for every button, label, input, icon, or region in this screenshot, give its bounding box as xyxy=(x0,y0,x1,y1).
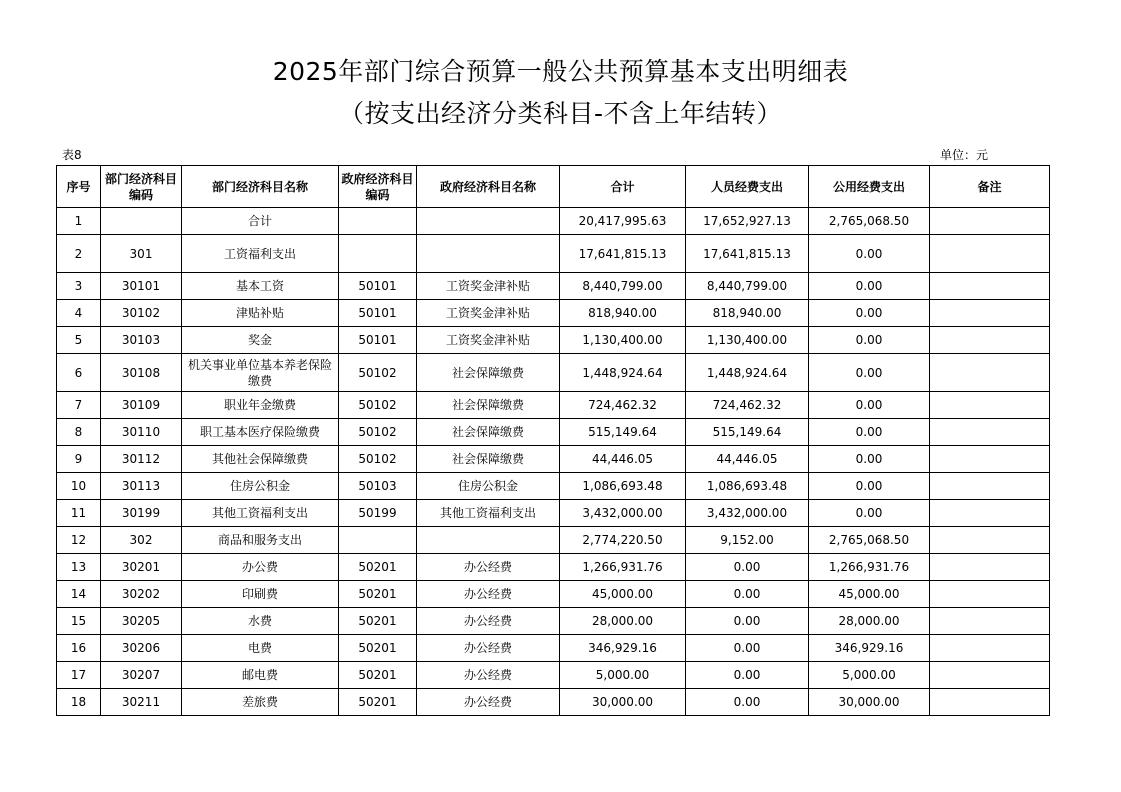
cell-personnel: 515,149.64 xyxy=(686,419,809,446)
cell-gov-code: 50102 xyxy=(339,419,417,446)
cell-personnel: 3,432,000.00 xyxy=(686,500,809,527)
cell-dept-code: 30206 xyxy=(101,635,182,662)
cell-dept-name: 差旅费 xyxy=(182,689,339,716)
cell-dept-code: 30199 xyxy=(101,500,182,527)
cell-total: 3,432,000.00 xyxy=(560,500,686,527)
cell-gov-name: 办公经费 xyxy=(417,662,560,689)
cell-gov-name: 办公经费 xyxy=(417,608,560,635)
cell-dept-code: 30102 xyxy=(101,300,182,327)
table-number: 表8 xyxy=(62,148,82,162)
cell-personnel: 818,940.00 xyxy=(686,300,809,327)
cell-personnel: 0.00 xyxy=(686,581,809,608)
cell-seq: 4 xyxy=(57,300,101,327)
cell-dept-name: 电费 xyxy=(182,635,339,662)
cell-personnel: 1,130,400.00 xyxy=(686,327,809,354)
cell-dept-code: 30201 xyxy=(101,554,182,581)
cell-personnel: 0.00 xyxy=(686,608,809,635)
cell-note xyxy=(930,554,1050,581)
cell-note xyxy=(930,608,1050,635)
cell-dept-code: 30108 xyxy=(101,354,182,392)
cell-public: 2,765,068.50 xyxy=(809,208,930,235)
cell-dept-name: 职工基本医疗保险缴费 xyxy=(182,419,339,446)
cell-total: 2,774,220.50 xyxy=(560,527,686,554)
cell-dept-name: 基本工资 xyxy=(182,273,339,300)
cell-personnel: 17,641,815.13 xyxy=(686,235,809,273)
table-row xyxy=(57,527,1050,554)
cell-note xyxy=(930,392,1050,419)
page-subtitle: （按支出经济分类科目-不含上年结转） xyxy=(338,99,783,128)
cell-total: 1,266,931.76 xyxy=(560,554,686,581)
cell-note xyxy=(930,527,1050,554)
cell-note xyxy=(930,208,1050,235)
cell-gov-code: 50101 xyxy=(339,327,417,354)
cell-gov-code xyxy=(339,208,417,235)
cell-gov-code: 50102 xyxy=(339,446,417,473)
cell-total: 8,440,799.00 xyxy=(560,273,686,300)
header-public: 公用经费支出 xyxy=(809,166,930,208)
header-total: 合计 xyxy=(560,166,686,208)
cell-gov-code: 50201 xyxy=(339,635,417,662)
table-row xyxy=(57,235,1050,273)
table-row xyxy=(57,554,1050,581)
cell-gov-code xyxy=(339,527,417,554)
cell-dept-name: 机关事业单位基本养老保险缴费 xyxy=(182,354,339,392)
cell-gov-name: 社会保障缴费 xyxy=(417,354,560,392)
cell-gov-name: 办公经费 xyxy=(417,554,560,581)
cell-total: 1,448,924.64 xyxy=(560,354,686,392)
cell-gov-name: 社会保障缴费 xyxy=(417,446,560,473)
table-row xyxy=(57,446,1050,473)
cell-gov-code: 50101 xyxy=(339,300,417,327)
cell-note xyxy=(930,500,1050,527)
cell-seq: 5 xyxy=(57,327,101,354)
cell-gov-code: 50103 xyxy=(339,473,417,500)
cell-dept-name: 邮电费 xyxy=(182,662,339,689)
cell-seq: 12 xyxy=(57,527,101,554)
cell-note xyxy=(930,300,1050,327)
cell-dept-code: 302 xyxy=(101,527,182,554)
cell-public: 30,000.00 xyxy=(809,689,930,716)
table-header-row xyxy=(57,166,1050,208)
cell-total: 515,149.64 xyxy=(560,419,686,446)
header-dept-name: 部门经济科目名称 xyxy=(182,166,339,208)
cell-gov-name xyxy=(417,527,560,554)
cell-dept-code xyxy=(101,208,182,235)
cell-dept-code: 30202 xyxy=(101,581,182,608)
cell-public: 45,000.00 xyxy=(809,581,930,608)
header-personnel: 人员经费支出 xyxy=(686,166,809,208)
cell-dept-code: 30101 xyxy=(101,273,182,300)
header-gov-code: 政府经济科目编码 xyxy=(339,166,417,208)
table-row xyxy=(57,581,1050,608)
header-note: 备注 xyxy=(930,166,1050,208)
cell-public: 5,000.00 xyxy=(809,662,930,689)
cell-personnel: 17,652,927.13 xyxy=(686,208,809,235)
cell-dept-code: 30211 xyxy=(101,689,182,716)
cell-dept-name: 其他工资福利支出 xyxy=(182,500,339,527)
cell-seq: 11 xyxy=(57,500,101,527)
cell-seq: 16 xyxy=(57,635,101,662)
cell-note xyxy=(930,419,1050,446)
cell-seq: 1 xyxy=(57,208,101,235)
cell-dept-code: 30109 xyxy=(101,392,182,419)
cell-gov-name: 社会保障缴费 xyxy=(417,392,560,419)
cell-gov-name: 办公经费 xyxy=(417,581,560,608)
cell-seq: 7 xyxy=(57,392,101,419)
cell-gov-code: 50201 xyxy=(339,608,417,635)
cell-public: 28,000.00 xyxy=(809,608,930,635)
cell-personnel: 1,086,693.48 xyxy=(686,473,809,500)
cell-dept-name: 印刷费 xyxy=(182,581,339,608)
cell-public: 0.00 xyxy=(809,446,930,473)
cell-note xyxy=(930,235,1050,273)
cell-gov-code: 50101 xyxy=(339,273,417,300)
cell-gov-name: 办公经费 xyxy=(417,635,560,662)
cell-personnel: 0.00 xyxy=(686,635,809,662)
cell-dept-name: 奖金 xyxy=(182,327,339,354)
cell-dept-code: 30207 xyxy=(101,662,182,689)
cell-gov-name: 社会保障缴费 xyxy=(417,419,560,446)
cell-public: 0.00 xyxy=(809,392,930,419)
cell-dept-code: 301 xyxy=(101,235,182,273)
cell-public: 0.00 xyxy=(809,419,930,446)
table-row xyxy=(57,354,1050,392)
table-row xyxy=(57,392,1050,419)
cell-gov-code: 50102 xyxy=(339,354,417,392)
cell-seq: 9 xyxy=(57,446,101,473)
cell-public: 0.00 xyxy=(809,473,930,500)
table-row xyxy=(57,689,1050,716)
cell-personnel: 9,152.00 xyxy=(686,527,809,554)
cell-total: 818,940.00 xyxy=(560,300,686,327)
cell-total: 724,462.32 xyxy=(560,392,686,419)
cell-note xyxy=(930,635,1050,662)
cell-public: 0.00 xyxy=(809,354,930,392)
cell-gov-name xyxy=(417,208,560,235)
cell-public: 0.00 xyxy=(809,500,930,527)
cell-gov-name: 办公经费 xyxy=(417,689,560,716)
cell-gov-code: 50201 xyxy=(339,581,417,608)
cell-public: 0.00 xyxy=(809,327,930,354)
cell-dept-name: 工资福利支出 xyxy=(182,235,339,273)
cell-personnel: 0.00 xyxy=(686,554,809,581)
cell-personnel: 724,462.32 xyxy=(686,392,809,419)
cell-total: 28,000.00 xyxy=(560,608,686,635)
table-row xyxy=(57,635,1050,662)
table-row xyxy=(57,500,1050,527)
cell-seq: 2 xyxy=(57,235,101,273)
cell-total: 17,641,815.13 xyxy=(560,235,686,273)
cell-seq: 13 xyxy=(57,554,101,581)
cell-seq: 8 xyxy=(57,419,101,446)
cell-seq: 15 xyxy=(57,608,101,635)
cell-gov-name: 工资奖金津补贴 xyxy=(417,273,560,300)
header-seq: 序号 xyxy=(57,166,101,208)
cell-total: 5,000.00 xyxy=(560,662,686,689)
cell-gov-code: 50199 xyxy=(339,500,417,527)
cell-personnel: 1,448,924.64 xyxy=(686,354,809,392)
cell-personnel: 8,440,799.00 xyxy=(686,273,809,300)
page-title: 2025年部门综合预算一般公共预算基本支出明细表 xyxy=(272,57,849,86)
unit-label: 单位：元 xyxy=(940,148,989,162)
cell-gov-name: 其他工资福利支出 xyxy=(417,500,560,527)
table-body xyxy=(57,208,1050,716)
table-row xyxy=(57,327,1050,354)
table-row xyxy=(57,208,1050,235)
cell-gov-name: 住房公积金 xyxy=(417,473,560,500)
cell-seq: 10 xyxy=(57,473,101,500)
table-row xyxy=(57,608,1050,635)
cell-public: 346,929.16 xyxy=(809,635,930,662)
cell-total: 20,417,995.63 xyxy=(560,208,686,235)
cell-dept-name: 住房公积金 xyxy=(182,473,339,500)
cell-note xyxy=(930,273,1050,300)
cell-dept-name: 合计 xyxy=(182,208,339,235)
header-gov-name: 政府经济科目名称 xyxy=(417,166,560,208)
cell-gov-name: 工资奖金津补贴 xyxy=(417,327,560,354)
cell-note xyxy=(930,446,1050,473)
cell-total: 1,086,693.48 xyxy=(560,473,686,500)
cell-gov-code: 50201 xyxy=(339,689,417,716)
cell-public: 0.00 xyxy=(809,300,930,327)
cell-note xyxy=(930,473,1050,500)
cell-note xyxy=(930,354,1050,392)
cell-dept-name: 水费 xyxy=(182,608,339,635)
cell-dept-name: 办公费 xyxy=(182,554,339,581)
cell-dept-name: 其他社会保障缴费 xyxy=(182,446,339,473)
cell-dept-name: 津贴补贴 xyxy=(182,300,339,327)
cell-public: 0.00 xyxy=(809,235,930,273)
header-dept-code: 部门经济科目编码 xyxy=(101,166,182,208)
cell-note xyxy=(930,327,1050,354)
cell-gov-code: 50201 xyxy=(339,554,417,581)
cell-gov-code xyxy=(339,235,417,273)
cell-total: 1,130,400.00 xyxy=(560,327,686,354)
cell-total: 30,000.00 xyxy=(560,689,686,716)
cell-seq: 17 xyxy=(57,662,101,689)
cell-note xyxy=(930,581,1050,608)
cell-note xyxy=(930,662,1050,689)
cell-dept-code: 30113 xyxy=(101,473,182,500)
table-row xyxy=(57,273,1050,300)
cell-total: 45,000.00 xyxy=(560,581,686,608)
cell-dept-code: 30103 xyxy=(101,327,182,354)
cell-gov-name xyxy=(417,235,560,273)
cell-personnel: 0.00 xyxy=(686,662,809,689)
cell-gov-code: 50102 xyxy=(339,392,417,419)
cell-gov-code: 50201 xyxy=(339,662,417,689)
cell-dept-name: 职业年金缴费 xyxy=(182,392,339,419)
table-row xyxy=(57,300,1050,327)
cell-note xyxy=(930,689,1050,716)
cell-total: 44,446.05 xyxy=(560,446,686,473)
cell-gov-name: 工资奖金津补贴 xyxy=(417,300,560,327)
cell-public: 1,266,931.76 xyxy=(809,554,930,581)
table-row xyxy=(57,662,1050,689)
cell-seq: 14 xyxy=(57,581,101,608)
table-row xyxy=(57,473,1050,500)
cell-total: 346,929.16 xyxy=(560,635,686,662)
cell-personnel: 44,446.05 xyxy=(686,446,809,473)
cell-personnel: 0.00 xyxy=(686,689,809,716)
budget-table xyxy=(56,165,1050,716)
cell-seq: 6 xyxy=(57,354,101,392)
cell-dept-code: 30112 xyxy=(101,446,182,473)
cell-dept-code: 30110 xyxy=(101,419,182,446)
cell-seq: 3 xyxy=(57,273,101,300)
cell-dept-name: 商品和服务支出 xyxy=(182,527,339,554)
table-row xyxy=(57,419,1050,446)
cell-seq: 18 xyxy=(57,689,101,716)
cell-public: 2,765,068.50 xyxy=(809,527,930,554)
cell-dept-code: 30205 xyxy=(101,608,182,635)
cell-public: 0.00 xyxy=(809,273,930,300)
